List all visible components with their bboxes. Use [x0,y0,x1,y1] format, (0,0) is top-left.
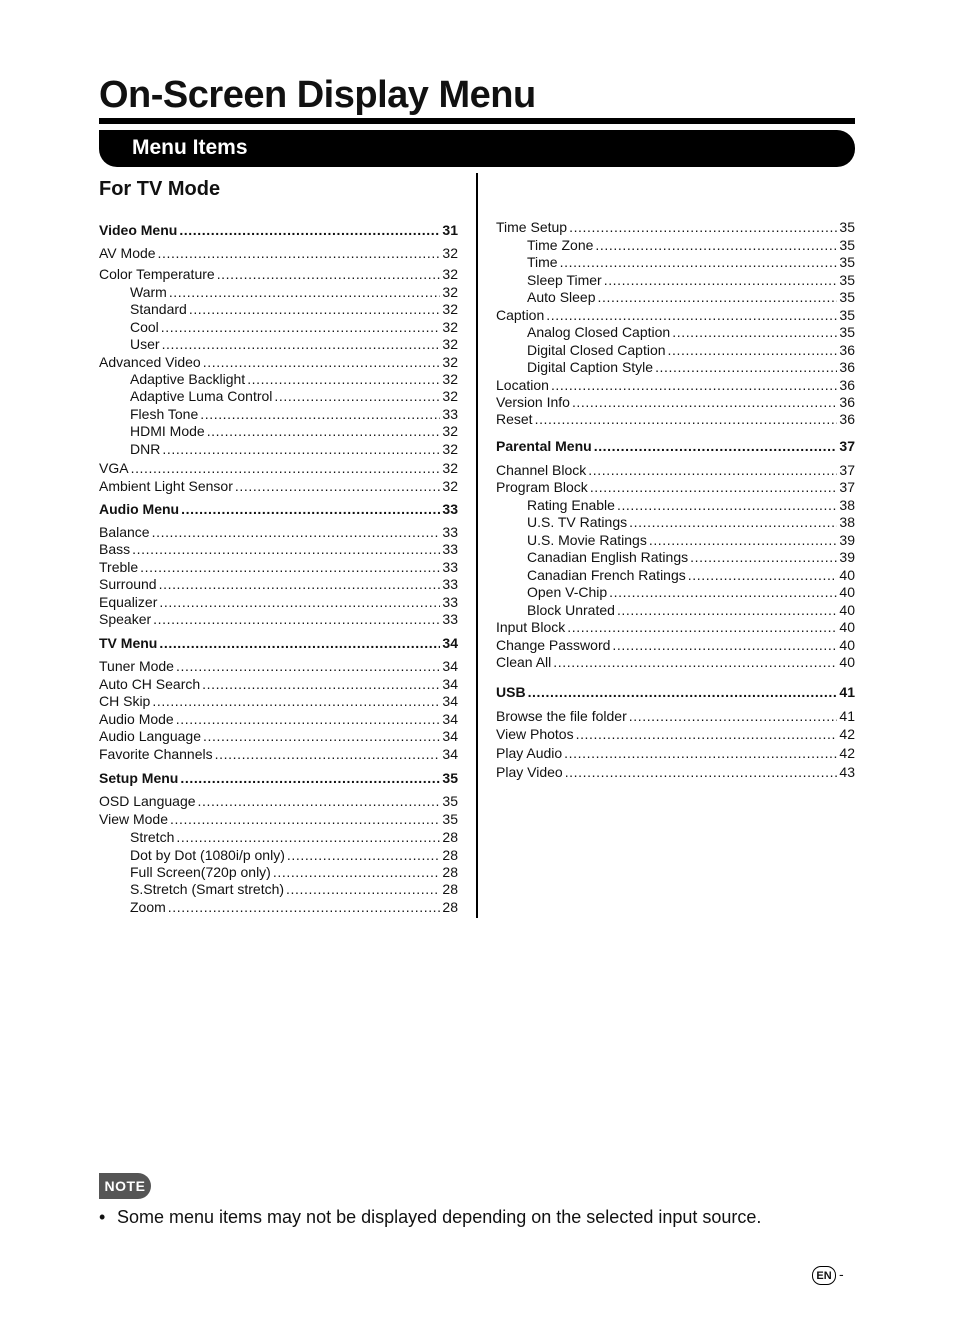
toc-entry-label: Adaptive Luma Control [130,388,273,404]
column-divider [476,173,478,918]
subheading: For TV Mode [99,178,221,200]
dot-leader [168,899,441,916]
toc-entry-page: 32 [442,354,458,370]
toc-entry-page: 33 [442,501,458,517]
dot-leader [159,594,440,611]
toc-entry-label: Reset [496,411,533,427]
toc-entry-label: Canadian English Ratings [527,549,689,565]
toc-entry [527,532,855,549]
dot-leader [565,764,838,781]
toc-entry-page: 31 [442,222,458,238]
toc-entry-page: 32 [442,266,458,282]
toc-entry-page: 36 [839,377,855,393]
toc-entry [130,388,458,405]
toc-entry-page: 35 [839,272,855,288]
toc-entry [496,745,855,762]
dot-leader [179,222,440,239]
dot-leader [176,658,440,675]
toc-entry [527,342,855,359]
dot-leader [551,377,837,394]
toc-entry [130,406,458,423]
toc-entry-label: Ambient Light Sensor [99,478,233,494]
section-bar-label: Menu Items [132,136,248,159]
toc-entry [99,728,458,745]
toc-entry [99,611,458,628]
toc-entry-label: Equalizer [99,594,158,610]
toc-entry [496,411,855,428]
toc-entry-label: Parental Menu [496,438,592,454]
dot-leader [609,584,837,601]
dot-leader [688,567,838,584]
dot-leader [170,811,440,828]
toc-entry-label: Canadian French Ratings [527,567,686,583]
dot-leader [176,829,440,846]
toc-entry [130,371,458,388]
toc-entry-label: Bass [99,541,131,557]
toc-entry [99,460,458,477]
toc-entry-label: Analog Closed Caption [527,324,671,340]
toc-entry-label: Clean All [496,654,552,670]
toc-entry-page: 28 [442,899,458,915]
toc-entry-label: Open V-Chip [527,584,608,600]
dot-leader [215,746,441,763]
toc-entry-page: 28 [442,829,458,845]
toc-entry-label: Location [496,377,549,393]
toc-entry-page: 33 [442,524,458,540]
toc-entry-label: USB [496,684,526,700]
toc-entry-page: 34 [442,693,458,709]
toc-entry-label: Program Block [496,479,588,495]
toc-entry [527,324,855,341]
toc-entry-page: 38 [839,497,855,513]
toc-entry-label: Speaker [99,611,152,627]
toc-entry-page: 41 [839,684,855,700]
dot-leader [576,726,838,743]
dot-leader [535,411,838,428]
dot-leader [672,324,837,341]
toc-entry [99,676,458,693]
toc-entry-label: Input Block [496,619,566,635]
dot-leader [200,406,440,423]
toc-entry-page: 33 [442,611,458,627]
toc-entry-page: 32 [442,423,458,439]
toc-entry-label: VGA [99,460,129,476]
toc-entry-page: 28 [442,847,458,863]
toc-entry-page: 39 [839,549,855,565]
dot-leader [235,478,441,495]
dot-leader [612,637,837,654]
toc-entry [99,658,458,675]
dot-leader [203,728,440,745]
toc-entry-label: Browse the file folder [496,708,627,724]
dot-leader [169,284,441,301]
dot-leader [273,864,441,881]
toc-entry [99,693,458,710]
toc-entry [496,219,855,236]
dot-leader [274,388,440,405]
toc-entry-label: U.S. Movie Ratings [527,532,647,548]
toc-entry-label: HDMI Mode [130,423,205,439]
dot-leader [655,359,837,376]
toc-entry-label: Audio Menu [99,501,180,517]
bullet-icon: • [99,1207,106,1227]
toc-entry-page: 32 [442,245,458,261]
dot-leader [598,289,838,306]
toc-entry-label: Video Menu [99,222,178,238]
toc-entry [130,319,458,336]
dot-leader [158,245,441,262]
toc-entry-page: 33 [442,559,458,575]
toc-entry-page: 38 [839,514,855,530]
toc-entry-label: CH Skip [99,693,151,709]
toc-entry [527,602,855,619]
toc-entry [99,266,458,283]
toc-entry-label: Full Screen(720p only) [130,864,271,880]
toc-entry-page: 32 [442,284,458,300]
dot-leader [567,619,837,636]
title-underline [99,118,855,124]
toc-entry-label: Rating Enable [527,497,615,513]
toc-entry-page: 36 [839,411,855,427]
toc-entry [130,899,458,916]
dot-leader [528,684,838,701]
dot-leader [629,514,837,531]
toc-entry-label: S.Stretch (Smart stretch) [130,881,285,897]
toc-entry-page: 32 [442,301,458,317]
toc-entry-label: Auto Sleep [527,289,596,305]
toc-entry-page: 35 [442,793,458,809]
toc-entry [496,462,855,479]
toc-entry-label: Time Zone [527,237,594,253]
toc-entry [527,514,855,531]
toc-entry-label: Digital Closed Caption [527,342,666,358]
toc-entry-page: 40 [839,654,855,670]
toc-entry-page: 37 [839,462,855,478]
toc-entry [99,501,458,518]
toc-entry-label: Block Unrated [527,602,615,618]
toc-entry [527,497,855,514]
toc-entry-page: 32 [442,388,458,404]
page-title: On-Screen Display Menu [99,74,536,116]
toc-entry [99,559,458,576]
toc-entry [527,237,855,254]
toc-entry-page: 33 [442,594,458,610]
toc-entry [130,829,458,846]
toc-entry-page: 33 [442,541,458,557]
dot-leader [287,847,441,864]
toc-entry-page: 35 [839,219,855,235]
toc-entry-page: 32 [442,441,458,457]
toc-entry [130,301,458,318]
toc-entry-page: 35 [839,307,855,323]
toc-entry [496,619,855,636]
toc-entry-label: Stretch [130,829,175,845]
toc-entry-page: 32 [442,478,458,494]
dot-leader [203,354,441,371]
toc-entry [496,637,855,654]
dot-leader [159,635,440,652]
toc-entry-label: Surround [99,576,157,592]
dot-leader [132,541,440,558]
dot-leader [569,219,837,236]
toc-entry [527,549,855,566]
toc-entry-label: Warm [130,284,167,300]
toc-entry [130,847,458,864]
dot-leader [553,654,837,671]
toc-entry-label: Caption [496,307,545,323]
toc-entry-label: Adaptive Backlight [130,371,246,387]
toc-entry [496,726,855,743]
dot-leader [649,532,838,549]
dot-leader [590,479,838,496]
toc-entry-label: Advanced Video [99,354,201,370]
toc-entry-label: OSD Language [99,793,196,809]
toc-entry-page: 35 [442,770,458,786]
toc-entry-page: 35 [839,237,855,253]
toc-entry [130,284,458,301]
note-sentence: Some menu items may not be displayed depending on the selected input source. [117,1207,762,1227]
toc-entry-page: 32 [442,371,458,387]
dot-leader [217,266,441,283]
dot-leader [588,462,837,479]
dot-leader [572,394,837,411]
toc-entry-page: 41 [839,708,855,724]
note-text [99,1206,761,1228]
dot-leader [202,676,440,693]
toc-entry [99,576,458,593]
dot-leader [162,336,441,353]
toc-entry-label: AV Mode [99,245,156,261]
toc-entry-label: Flesh Tone [130,406,199,422]
toc-entry-label: TV Menu [99,635,158,651]
toc-entry-label: Audio Mode [99,711,174,727]
dot-leader [180,770,440,787]
toc-entry [527,567,855,584]
toc-entry [130,336,458,353]
dot-leader [161,319,441,336]
toc-entry [527,272,855,289]
toc-entry-page: 35 [442,811,458,827]
toc-entry-page: 33 [442,406,458,422]
dot-leader [198,793,441,810]
dot-leader [153,611,440,628]
dot-leader [604,272,838,289]
dot-leader [159,576,441,593]
toc-entry-page: 34 [442,746,458,762]
toc-entry-label: Favorite Channels [99,746,213,762]
toc-entry-page: 32 [442,460,458,476]
dot-leader [595,237,837,254]
toc-entry [99,811,458,828]
dot-leader [247,371,440,388]
toc-entry-label: DNR [130,441,161,457]
toc-entry [527,289,855,306]
dot-leader [690,549,837,566]
toc-entry-page: 35 [839,324,855,340]
toc-entry [99,541,458,558]
toc-entry-page: 39 [839,532,855,548]
toc-entry-page: 34 [442,676,458,692]
toc-entry-label: Channel Block [496,462,587,478]
toc-entry-page: 37 [839,479,855,495]
dot-leader [286,881,440,898]
dot-leader [152,693,440,710]
toc-entry-page: 42 [839,726,855,742]
toc-entry-label: Tuner Mode [99,658,174,674]
toc-entry [130,441,458,458]
dot-leader [560,254,838,271]
toc-entry [99,770,458,787]
dot-leader [546,307,837,324]
dot-leader [176,711,441,728]
toc-entry [496,684,855,701]
toc-entry-page: 34 [442,658,458,674]
toc-entry-page: 40 [839,602,855,618]
toc-entry [99,222,458,239]
toc-entry [99,594,458,611]
toc-entry-label: Digital Caption Style [527,359,654,375]
toc-entry-page: 35 [839,289,855,305]
toc-entry [99,478,458,495]
dot-leader [189,301,441,318]
toc-entry-page: 33 [442,576,458,592]
toc-entry-page: 28 [442,864,458,880]
toc-entry-page: 43 [839,764,855,780]
toc-entry [496,394,855,411]
toc-entry [496,479,855,496]
toc-entry [496,377,855,394]
page-number-dash: - [839,1266,844,1282]
toc-entry [496,708,855,725]
toc-entry-label: Zoom [130,899,166,915]
dot-leader [207,423,441,440]
toc-entry [130,881,458,898]
toc-entry-label: View Photos [496,726,574,742]
note-badge: NOTE [99,1173,151,1199]
toc-entry-page: 40 [839,567,855,583]
dot-leader [629,708,838,725]
toc-entry [527,359,855,376]
toc-entry-label: Standard [130,301,187,317]
toc-entry [130,864,458,881]
toc-entry-label: User [130,336,160,352]
toc-entry [527,584,855,601]
dot-leader [668,342,838,359]
dot-leader [162,441,440,458]
toc-entry [99,354,458,371]
toc-entry-page: 34 [442,728,458,744]
dot-leader [140,559,440,576]
toc-entry [496,654,855,671]
toc-entry-page: 36 [839,342,855,358]
toc-entry-label: Time [527,254,558,270]
toc-entry-label: Version Info [496,394,570,410]
toc-entry-page: 40 [839,637,855,653]
toc-entry-page: 34 [442,635,458,651]
section-bar [99,130,855,167]
toc-entry-label: View Mode [99,811,169,827]
toc-entry-label: Treble [99,559,139,575]
toc-entry-page: 32 [442,336,458,352]
toc-entry-page: 40 [839,619,855,635]
dot-leader [594,438,838,455]
toc-entry-label: Time Setup [496,219,568,235]
toc-entry-label: Cool [130,319,159,335]
toc-entry [496,764,855,781]
dot-leader [152,524,441,541]
dot-leader [564,745,837,762]
toc-entry [99,524,458,541]
toc-entry-label: Setup Menu [99,770,179,786]
toc-entry-label: Sleep Timer [527,272,602,288]
dot-leader [617,602,837,619]
dot-leader [131,460,441,477]
toc-entry-page: 34 [442,711,458,727]
toc-entry-label: U.S. TV Ratings [527,514,628,530]
toc-entry-label: Audio Language [99,728,201,744]
dot-leader [617,497,837,514]
toc-entry-page: 40 [839,584,855,600]
toc-entry-label: Change Password [496,637,611,653]
toc-entry-page: 35 [839,254,855,270]
toc-entry-label: Auto CH Search [99,676,201,692]
toc-entry [99,635,458,652]
toc-entry-label: Color Temperature [99,266,215,282]
toc-entry-label: Balance [99,524,150,540]
toc-entry [130,423,458,440]
toc-entry-label: Play Audio [496,745,563,761]
dot-leader [181,501,440,518]
toc-entry [99,711,458,728]
toc-entry-label: Dot by Dot (1080i/p only) [130,847,285,863]
toc-entry-page: 36 [839,394,855,410]
toc-entry [527,254,855,271]
toc-entry [496,307,855,324]
toc-entry-page: 37 [839,438,855,454]
toc-entry [496,438,855,455]
toc-entry [99,746,458,763]
toc-entry-page: 42 [839,745,855,761]
toc-entry [99,245,458,262]
toc-entry-page: 28 [442,881,458,897]
language-badge: EN [812,1266,836,1285]
toc-entry-page: 36 [839,359,855,375]
toc-entry-label: Play Video [496,764,563,780]
toc-entry [99,793,458,810]
toc-entry-page: 32 [442,319,458,335]
